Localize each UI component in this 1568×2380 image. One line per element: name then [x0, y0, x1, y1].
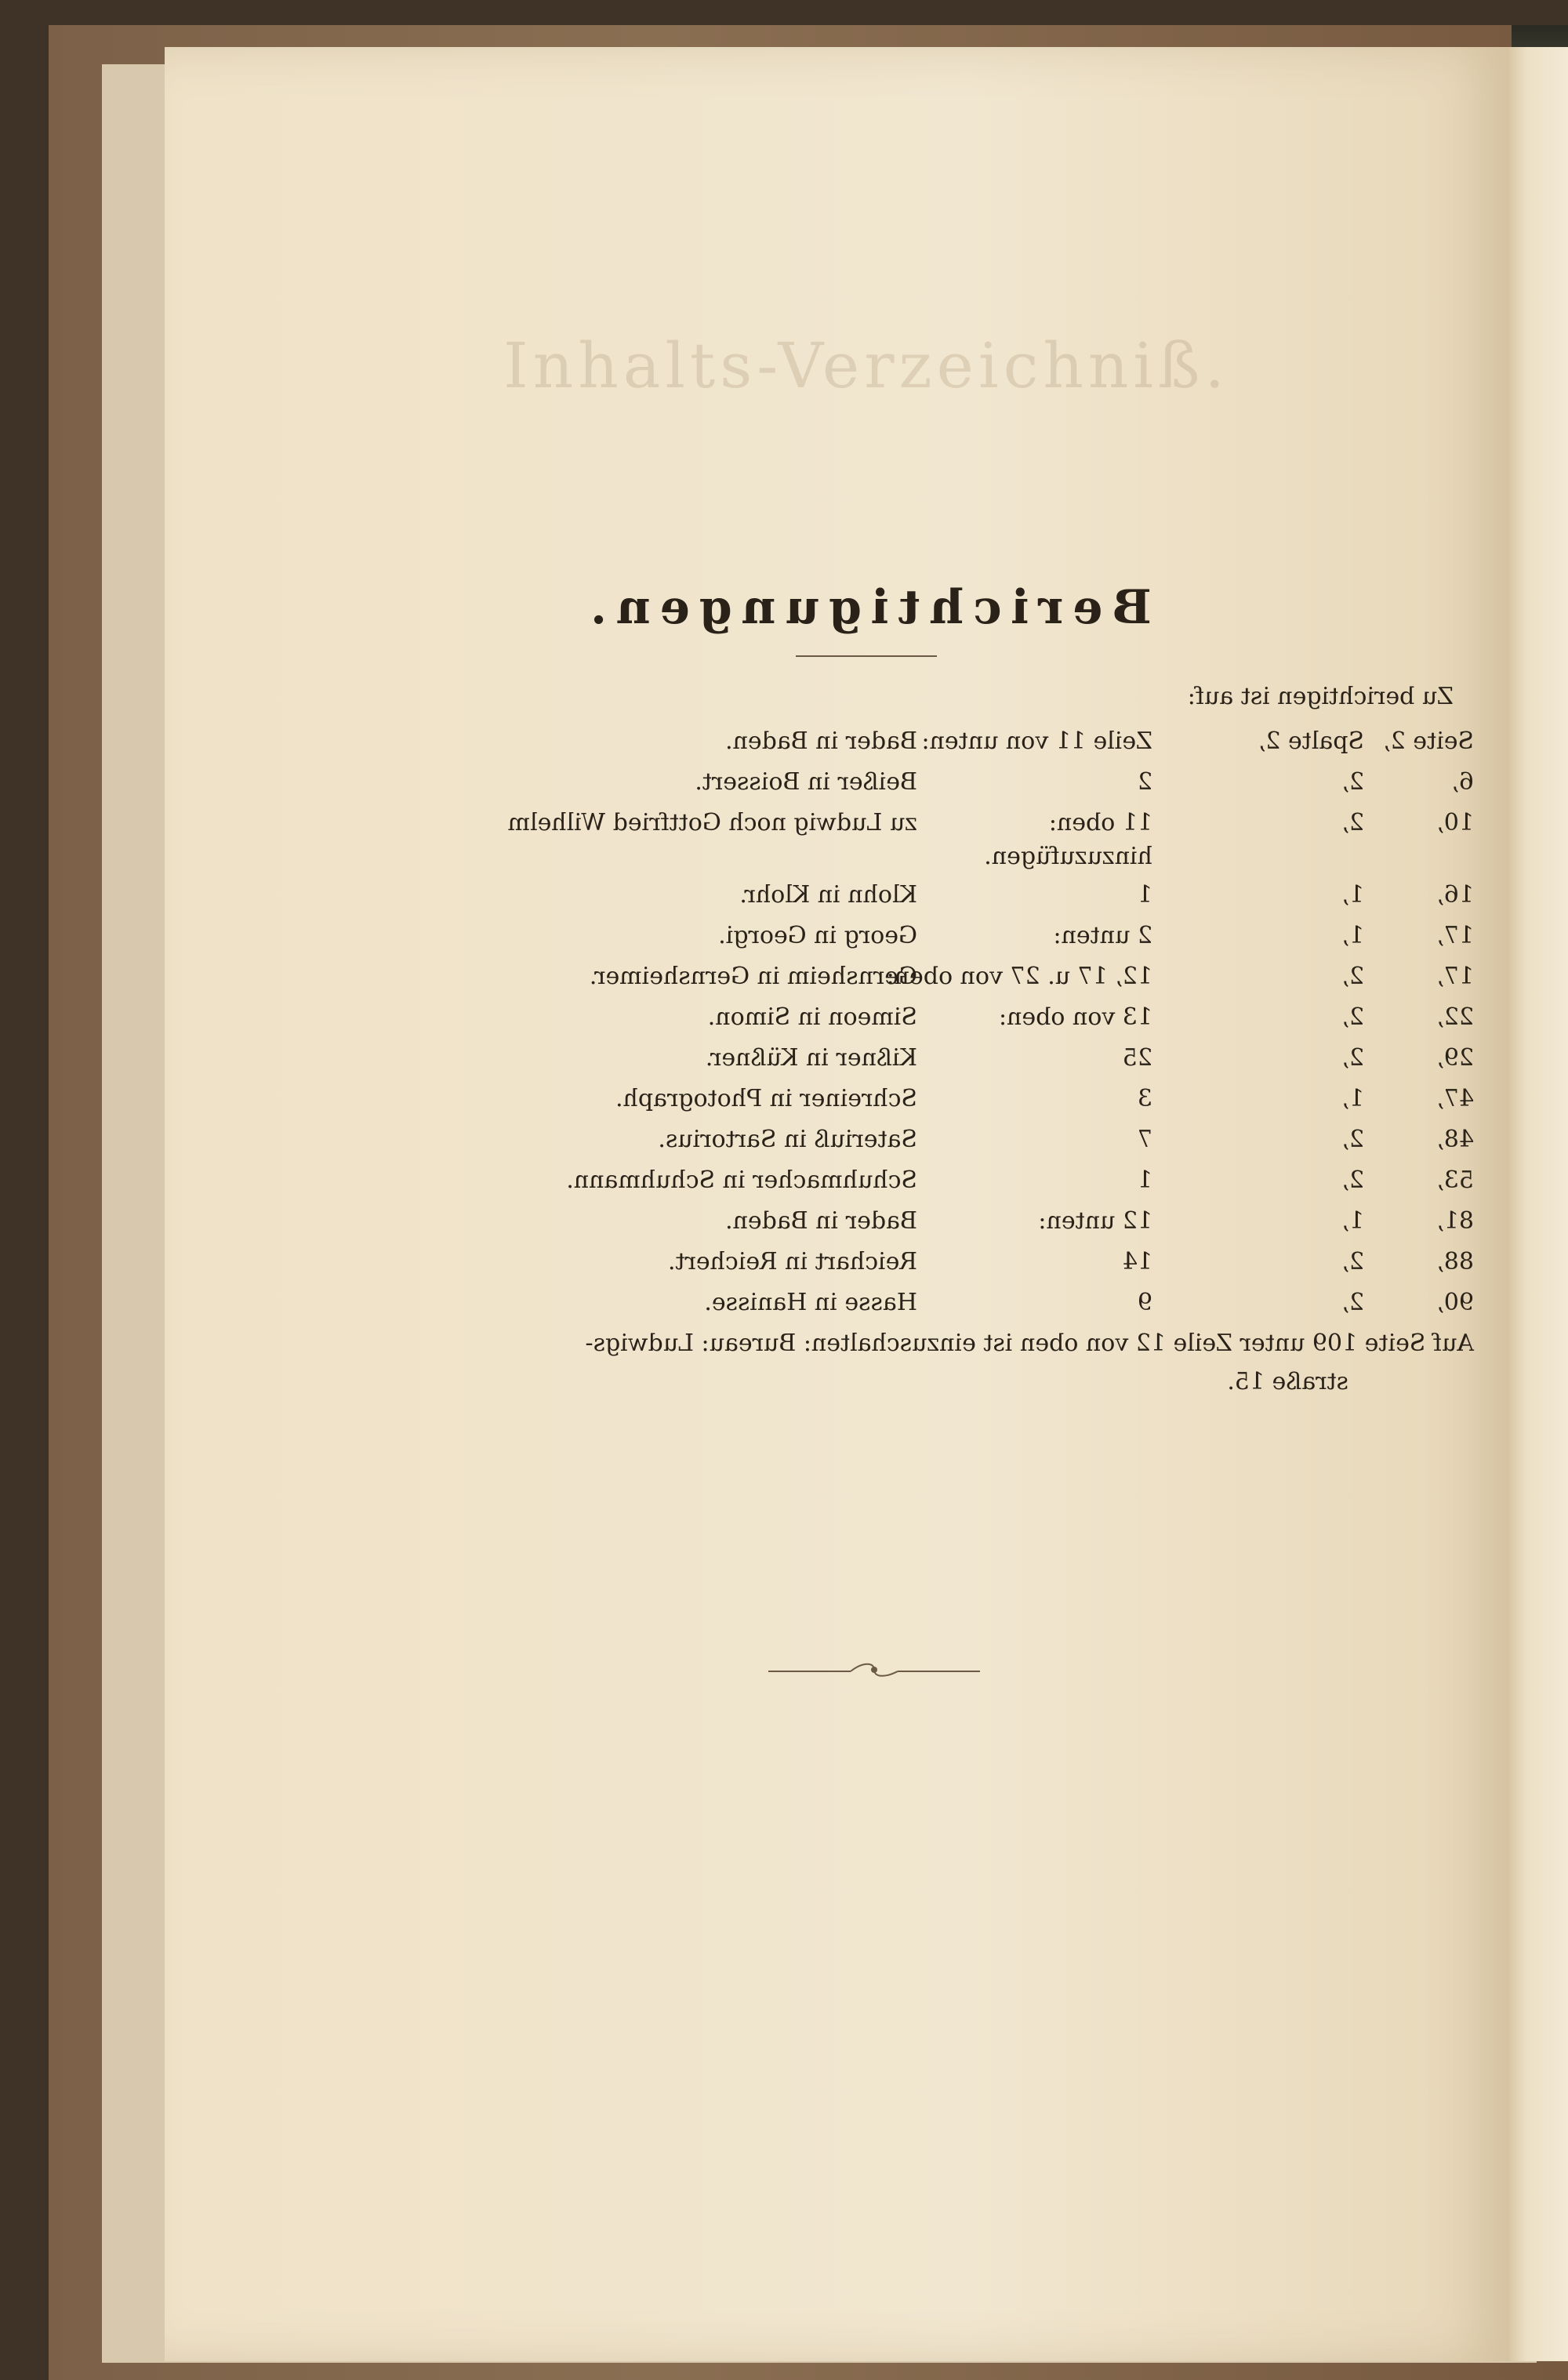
correction-text: Beißer in Boissert. [695, 768, 917, 796]
line-ref: 3 [1137, 1085, 1152, 1112]
line-ref: 9 [1137, 1289, 1152, 1316]
correction-text: Sateriuß in Sartorius. [658, 1126, 917, 1153]
correction-text: Bader in Baden. [725, 1207, 917, 1235]
page-ref: 81, [1436, 1207, 1474, 1235]
errata-row [259, 1119, 1474, 1160]
correction-text: Hasse in Hanisse. [704, 1289, 917, 1316]
page-ref: 53, [1436, 1166, 1474, 1194]
errata-row [259, 721, 1474, 762]
column-ref: 1, [1341, 922, 1364, 949]
column-ref: 2, [1341, 1248, 1364, 1275]
row-continuation: hinzuzufügen. [984, 843, 1152, 870]
intro-line: Zu berichtigen ist auf: [1187, 683, 1454, 710]
errata-row [259, 1038, 1474, 1079]
column-ref: 1, [1341, 881, 1364, 909]
errata-row [259, 1160, 1474, 1201]
title-rule [796, 655, 937, 659]
column-ref: Spalte 2, [1258, 727, 1364, 755]
errata-row [259, 916, 1474, 956]
line-ref: 7 [1137, 1126, 1152, 1153]
correction-text: Kißner in Küßner. [705, 1044, 917, 1072]
page-title: Berichtigungen. [581, 580, 1152, 635]
line-ref: 25 [1122, 1044, 1152, 1072]
column-ref: 2, [1341, 1126, 1364, 1153]
correction-text: Georg in Georgi. [718, 922, 917, 949]
correction-text: Gernsheim in Gernsheimer. [589, 963, 917, 990]
page-ref: 17, [1436, 922, 1474, 949]
column-ref: 2, [1341, 1289, 1364, 1316]
line-ref: Zeile 11 von unten: [921, 727, 1152, 755]
errata-row [259, 762, 1474, 803]
page-ref: 22, [1436, 1003, 1474, 1031]
ornament-divider [764, 1654, 984, 1685]
errata-row [259, 1201, 1474, 1242]
page-ref: 29, [1436, 1044, 1474, 1072]
page-ref: 88, [1436, 1248, 1474, 1275]
column-ref: 2, [1341, 809, 1364, 836]
page-ref: 16, [1436, 881, 1474, 909]
mirrored-errata [259, 580, 1474, 1400]
errata-row [259, 1283, 1474, 1323]
column-ref: 2, [1341, 768, 1364, 796]
errata-row [259, 1242, 1474, 1283]
line-ref: 2 unten: [1053, 922, 1152, 949]
errata-row [259, 803, 1474, 844]
column-ref: 2, [1341, 1044, 1364, 1072]
correction-text: zu Ludwig noch Gottfried Wilhelm [507, 809, 917, 836]
page-ref: 90, [1436, 1289, 1474, 1316]
column-ref: 1, [1341, 1085, 1364, 1112]
page-ref: Seite 2, [1383, 727, 1474, 755]
page-ref: 47, [1436, 1085, 1474, 1112]
bleed-through-title: Inhalts-Verzeichniß. [503, 329, 1229, 402]
correction-text: Klohn in Klohr. [739, 881, 917, 909]
line-ref: 14 [1122, 1248, 1152, 1275]
correction-text: Bader in Baden. [725, 727, 917, 755]
column-ref: 2, [1341, 1003, 1364, 1031]
footnote-line: Auf Seite 109 unter Zeile 12 von oben ist einzuschalten: Bureau: Ludwigs- [585, 1330, 1474, 1357]
line-ref: 13 von oben: [998, 1003, 1152, 1031]
column-ref: 2, [1341, 1166, 1364, 1194]
errata-row [259, 1079, 1474, 1119]
page-ref: 17, [1436, 963, 1474, 990]
page-ref: 10, [1436, 809, 1474, 836]
page-ref: 48, [1436, 1126, 1474, 1153]
page-ref: 6, [1451, 768, 1474, 796]
errata-row [259, 997, 1474, 1038]
line-ref: 12, 17 u. 27 von oben: [886, 963, 1152, 990]
errata-row [259, 875, 1474, 916]
column-ref: 1, [1341, 1207, 1364, 1235]
line-ref: 1 [1137, 1166, 1152, 1194]
line-ref: 2 [1137, 768, 1152, 796]
column-ref: 2, [1341, 963, 1364, 990]
page-gutter [1509, 47, 1568, 2361]
correction-text: Reichart in Reichert. [667, 1248, 917, 1275]
errata-row [259, 956, 1474, 997]
line-ref: 1 [1137, 881, 1152, 909]
correction-text: Schreiner in Photograph. [615, 1085, 917, 1112]
line-ref: 11 oben: [1048, 809, 1152, 836]
correction-text: Simeon in Simon. [707, 1003, 917, 1031]
footnote-continuation: straße 15. [1227, 1368, 1348, 1395]
correction-text: Schuhmacher in Schuhmann. [566, 1166, 917, 1194]
line-ref: 12 unten: [1038, 1207, 1152, 1235]
errata-list [259, 721, 1474, 1323]
